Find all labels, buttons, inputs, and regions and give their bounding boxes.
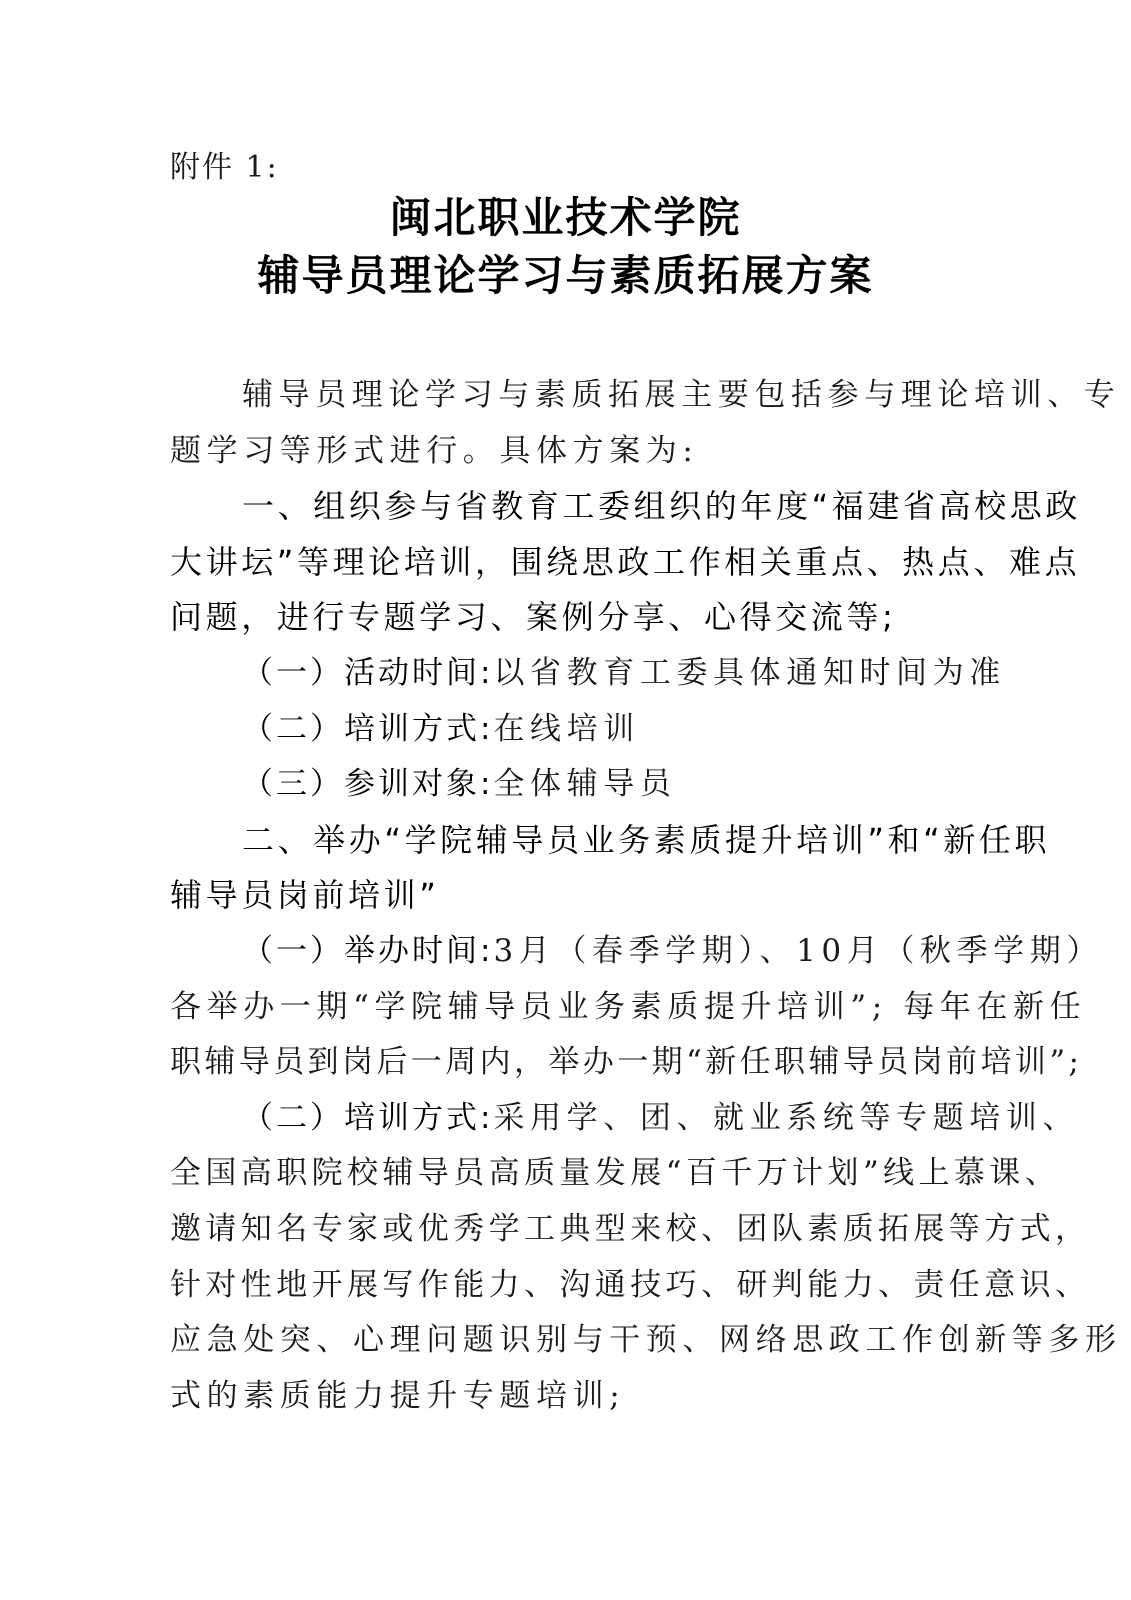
section-2-heading-line: 二、举办“学院辅导员业务素质提升培训”和“新任职: [242, 820, 1051, 859]
section-2-item-2-line: 应急处突、心理问题识别与干预、网络思政工作创新等多形: [170, 1322, 1122, 1359]
section-2-item-1-line: 各举办一期“学院辅导员业务素质提升培训”; 每年在新任: [170, 988, 1087, 1025]
section-2-item-2: [170, 1091, 1080, 1147]
section-1-heading-line: 问题，进行专题学习、案例分享、心得交流等;: [170, 598, 897, 637]
section-1-item: [170, 646, 1006, 702]
section-2-item-2-line: 针对性地开展写作能力、沟通技巧、研判能力、责任意识、: [170, 1266, 1091, 1303]
section-2-item-2-line: 邀请知名专家或优秀学工典型来校、团队素质拓展等方式，: [170, 1210, 1091, 1247]
section-1-heading-line: 大讲坛”等理论培训，围绕思政工作相关重点、热点、难点: [170, 542, 1081, 581]
section-2-heading-line: 辅导员岗前培训”: [170, 876, 440, 915]
document-title-line-2: 辅导员理论学习与素质拓展方案: [257, 251, 874, 300]
section-1-item: [170, 702, 960, 758]
item-value: 采用学、团、就业系统等专题培训、: [493, 1099, 1080, 1136]
item-value: 3月（春季学期）、10月（秋季学期）: [493, 932, 1103, 969]
section-2-item-2-line: 式的素质能力提升专题培训;: [170, 1377, 626, 1414]
document-body: [170, 368, 1122, 1424]
intro-paragraph-line: 题学习等形式进行。具体方案为:: [170, 432, 699, 469]
section-2-item-2-line: 全国高职院校辅导员高质量发展“百千万计划”线上慕课、: [170, 1155, 1061, 1192]
item-label: （一）活动时间:: [242, 654, 494, 691]
item-value: 在线培训: [493, 710, 640, 747]
item-value: 全体辅导员: [493, 766, 677, 803]
intro-paragraph-line: 辅导员理论学习与素质拓展主要包括参与理论培训、专: [242, 377, 1121, 413]
attachment-label: 附件 1:: [170, 150, 279, 185]
item-label: （三）参训对象:: [242, 766, 494, 803]
item-label: （一）举办时间:: [242, 932, 494, 969]
item-value: 以省教育工委具体通知时间为准: [493, 654, 1006, 691]
section-1-item: [170, 757, 960, 813]
item-label: （二）培训方式:: [242, 1099, 494, 1136]
section-2-item-1: [170, 924, 1103, 980]
document-title-line-1: 闽北职业技术学院: [389, 193, 742, 242]
section-1-heading-line: 一、组织参与省教育工委组织的年度“福建省高校思政: [242, 487, 1081, 526]
section-2-item-1-line: 职辅导员到岗后一周内，举办一期“新任职辅导员岗前培训”;: [170, 1044, 1083, 1081]
item-label: （二）培训方式:: [242, 710, 494, 747]
